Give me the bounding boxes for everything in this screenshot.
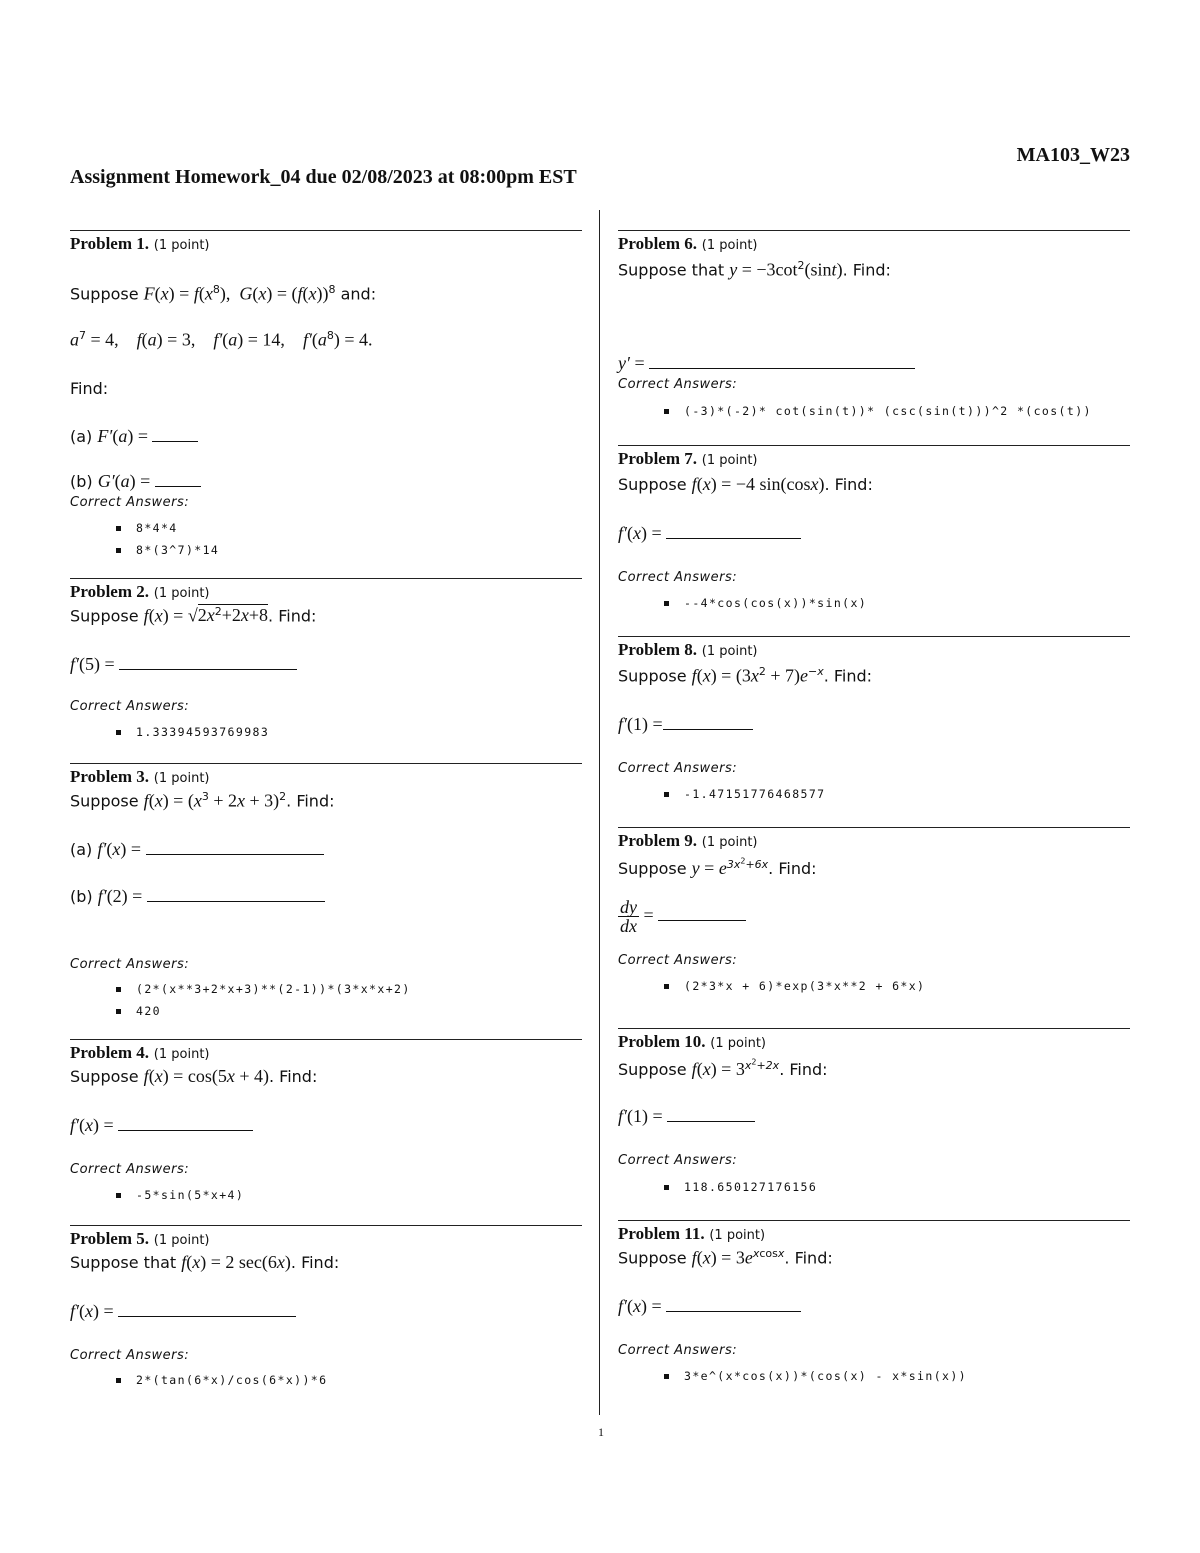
answer-item: 118.650127176156 [664, 1176, 817, 1198]
answer-blank[interactable] [667, 1107, 755, 1122]
problem-7 [618, 445, 1130, 634]
correct-answers-list [664, 400, 1092, 422]
assignment-title: Assignment Homework_04 due 02/08/2023 at 08:00pm EST [70, 166, 577, 188]
correct-answers-list [116, 721, 269, 743]
problem-label: Problem 8. [618, 640, 698, 659]
problem-9 [618, 827, 1130, 1026]
answer-blank[interactable] [666, 524, 801, 539]
answer-item: 3*e^(x*cos(x))*(cos(x) - x*sin(x)) [664, 1365, 967, 1387]
page-number: 1 [598, 1425, 604, 1439]
answer-item: --4*cos(cos(x))*sin(x) [664, 592, 867, 614]
answer-line: f′(x) = [70, 1115, 253, 1136]
correct-answers-label: Correct Answers: [70, 957, 190, 972]
answer-line: f′(1) = [618, 1106, 755, 1127]
answer-blank[interactable] [649, 354, 915, 369]
answer-line: f′(x) = [618, 523, 801, 544]
answer-blank[interactable] [119, 655, 297, 670]
problem-label: Problem 7. [618, 449, 698, 468]
part-label: (a) [70, 427, 93, 446]
correct-answers-list [664, 783, 826, 805]
column-divider [599, 210, 600, 1415]
answer-blank[interactable] [155, 472, 201, 487]
answer-item: 420 [116, 1000, 411, 1022]
correct-answers-label: Correct Answers: [618, 953, 738, 968]
part-b: (b) f′(2) = [70, 886, 325, 907]
problem-label: Problem 10. [618, 1032, 706, 1051]
correct-answers-label: Correct Answers: [618, 1153, 738, 1168]
problem-label: Problem 1. [70, 234, 150, 253]
answer-item: -1.47151776468577 [664, 783, 826, 805]
part-a: (a) f′(x) = [70, 839, 324, 860]
problem-statement: Suppose f(x) = −4 sin(cosx). Find: [618, 474, 873, 494]
correct-answers-list [664, 1176, 817, 1198]
problem-8 [618, 636, 1130, 825]
problem-4 [70, 1039, 582, 1223]
correct-answers-label: Correct Answers: [70, 1348, 190, 1363]
problem-10 [618, 1028, 1130, 1217]
answer-blank[interactable] [146, 840, 324, 855]
problem-points: (1 point) [153, 771, 210, 786]
answer-line: $\frac{dy}{dx}$ = [618, 898, 746, 935]
problem-label: Problem 5. [70, 1229, 150, 1248]
problem-label: Problem 9. [618, 831, 698, 850]
problem-statement: Suppose that f(x) = 2 sec(6x). Find: [70, 1252, 340, 1272]
correct-answers-list [116, 1369, 327, 1391]
problem-points: (1 point) [710, 1036, 766, 1051]
answer-item: 8*(3^7)*14 [116, 539, 219, 561]
find-label: Find: [70, 379, 109, 398]
problem-label: Problem 6. [618, 234, 698, 253]
problem-2 [70, 578, 582, 762]
given-values: $a^7 = 4$, f(a) = 3, f′(a) = 14, $f'(a^8) = 4$. [70, 329, 373, 350]
problem-points: (1 point) [153, 1233, 210, 1248]
problem-3 [70, 763, 582, 1037]
answer-blank[interactable] [152, 427, 198, 442]
problem-5 [70, 1225, 582, 1409]
answer-item: 1.33394593769983 [116, 721, 269, 743]
course-code: MA103_W23 [1016, 144, 1130, 166]
problem-points: (1 point) [701, 453, 758, 468]
problem-1 [70, 230, 582, 579]
correct-answers-label: Correct Answers: [618, 1343, 738, 1358]
correct-answers-list [116, 978, 411, 1022]
part-label: (a) [70, 840, 93, 859]
correct-answers-list [664, 1365, 967, 1387]
problem-statement: Suppose $f(x) = (3x^2 + 7)e^{-x}$. Find: [618, 665, 873, 686]
problem-points: (1 point) [153, 1047, 210, 1062]
problem-statement: Suppose $f(x) = 3e^{xcosx}$. Find: [618, 1247, 833, 1268]
answer-blank[interactable] [658, 906, 746, 921]
part-a: (a) F′(a) = [70, 426, 198, 447]
answer-item: (-3)*(-2)* cot(sin(t))* (csc(sin(t)))^2 *(cos(t)) [664, 400, 1092, 422]
correct-answers-list [664, 975, 925, 997]
problem-statement: Suppose $F(x) = f(x^8)$, $G(x) = (f(x))^8$ and: [70, 283, 377, 304]
correct-answers-list [116, 517, 219, 561]
answer-item: (2*(x**3+2*x+3)**(2-1))*(3*x*x+2) [116, 978, 411, 1000]
problem-statement: Suppose f(x) = cos(5x + 4). Find: [70, 1066, 318, 1086]
correct-answers-label: Correct Answers: [618, 377, 738, 392]
problem-6 [618, 230, 1130, 444]
answer-item: (2*3*x + 6)*exp(3*x**2 + 6*x) [664, 975, 925, 997]
problem-statement: Suppose $y = e^{3x^2+6x}$. Find: [618, 856, 817, 878]
problem-points: (1 point) [701, 644, 758, 659]
correct-answers-label: Correct Answers: [70, 495, 190, 510]
part-b: (b) G′(a) = [70, 471, 201, 492]
answer-item: -5*sin(5*x+4) [116, 1184, 244, 1206]
answer-line: f′(x) = [70, 1301, 296, 1322]
answer-line: f′(5) = [70, 654, 297, 675]
problem-points: (1 point) [153, 586, 210, 601]
correct-answers-label: Correct Answers: [618, 761, 738, 776]
problem-points: (1 point) [701, 835, 758, 850]
correct-answers-label: Correct Answers: [70, 1162, 190, 1177]
problem-statement: Suppose $f(x) = (x^3 + 2x + 3)^2$. Find: [70, 790, 335, 811]
problem-points: (1 point) [709, 1228, 766, 1243]
answer-line: y′ = [618, 353, 915, 374]
correct-answers-label: Correct Answers: [618, 570, 738, 585]
problem-points: (1 point) [701, 238, 758, 253]
problem-statement: Suppose $f(x) = 3^{x^2+2x}$. Find: [618, 1057, 828, 1079]
problem-points: (1 point) [153, 238, 210, 253]
part-label: (b) [70, 887, 93, 906]
problem-label: Problem 2. [70, 582, 150, 601]
part-label: (b) [70, 472, 93, 491]
answer-line: f′(x) = [618, 1296, 801, 1317]
answer-blank[interactable] [118, 1302, 296, 1317]
answer-blank[interactable] [147, 887, 325, 902]
derivative-fraction: $\frac{dy}{dx}$ [620, 897, 637, 936]
answer-line: f′(1) = [618, 714, 753, 735]
problem-statement: Suppose that $y = -3\cot^2(\sin t)$. Find: [618, 259, 891, 280]
problem-11 [618, 1220, 1130, 1409]
correct-answers-label: Correct Answers: [70, 699, 190, 714]
correct-answers-list [116, 1184, 244, 1206]
problem-label: Problem 11. [618, 1224, 705, 1243]
answer-item: 8*4*4 [116, 517, 219, 539]
problem-label: Problem 4. [70, 1043, 150, 1062]
answer-item: 2*(tan(6*x)/cos(6*x))*6 [116, 1369, 327, 1391]
answer-blank[interactable] [663, 715, 753, 730]
answer-blank[interactable] [118, 1116, 253, 1131]
correct-answers-list [664, 592, 867, 614]
answer-blank[interactable] [666, 1297, 801, 1312]
problem-statement: Suppose $f(x) = √2x^2+2x+8$. Find: [70, 605, 317, 626]
problem-label: Problem 3. [70, 767, 150, 786]
